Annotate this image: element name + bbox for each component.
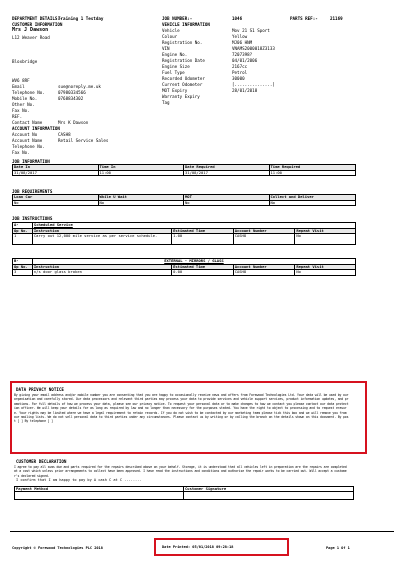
instruction-block-a xyxy=(12,222,356,245)
page-number: Page 1 Of 1 xyxy=(326,546,350,550)
customer-signature-header: Customer Signature xyxy=(185,487,227,491)
instruction-block-b xyxy=(12,258,356,276)
instruction-time: 1.00 xyxy=(172,234,234,244)
vehicle-field-label: VIN xyxy=(162,46,170,51)
instruction-header: Op No. xyxy=(13,229,33,234)
job-req-value: No xyxy=(270,200,276,205)
instruction-op-no: 3 xyxy=(13,270,33,275)
privacy-body: By giving your email address and/or mobile number you are consenting that you are happy to occasionally receive news and offers from Forewood Technologies Ltd. Your data will be used by our organisation and carefully stored. Our data processors and relevant third parties may process your data to provide services and vehicle support services, product information updates, and promotions. For full details of how we process your data, please see our privacy notice. To request your personal data or to make changes to how we contact you please contact our data protection officer. We will keep your details for as long as required by law and no longer than necessary for the purposes stated. You have the right to object to processing and to request erasure. Your rights may be limited where we have a legal requirement to retain records. If you do not wish to be contacted by our marketing team please tick this box and we will remove you from our mailing lists. We do not sell personal data to third parties under any circumstances. Please contact us by writing or by calling the branch on the details shown on this document. By post [ ] By telephone [ ] xyxy=(14,393,349,424)
tel-home-label: Telephone No. xyxy=(12,90,45,95)
contact-label: Contact Name xyxy=(12,120,43,125)
privacy-title: DATA PRIVACY NOTICE xyxy=(16,387,64,392)
copyright-text: Copyright © Forewood Technologies PLC 2018 xyxy=(12,546,103,550)
job-req-header: Loan Car xyxy=(13,195,99,200)
instruction-block-code: B- xyxy=(13,259,33,264)
instruction-block-title: EXTERNAL - MIRRORS / GLASS xyxy=(164,259,224,263)
instruction-text: Carry out 12,000 mile service as per service schedule. xyxy=(33,234,172,244)
footer-divider xyxy=(10,531,394,532)
job-req-header: MOT xyxy=(184,195,270,200)
instruction-time: 0.00 xyxy=(172,270,234,275)
vehicle-field-label: Registration Date xyxy=(162,58,205,63)
vehicle-field-label: MOT Expiry xyxy=(162,88,188,93)
job-req-value: No xyxy=(13,201,99,206)
job-info-header: Date In xyxy=(13,165,99,170)
job-requirements-title: JOB REQUIREMENTS xyxy=(12,189,53,194)
vehicle-field-value: 30000 xyxy=(232,76,245,81)
vehicle-field-value: VNAMS2000018Z3133 xyxy=(232,46,275,51)
vehicle-field-value: MJ06 HNM xyxy=(232,40,253,45)
email-label: Email xyxy=(12,84,25,89)
instruction-row xyxy=(13,270,355,275)
instruction-header: Op No. xyxy=(13,265,33,270)
vehicle-field-label: Engine No. xyxy=(162,52,188,57)
account-tel-label: Telephone No. xyxy=(12,144,45,149)
job-info-value: 11:00 xyxy=(270,170,282,175)
vehicle-field-value: Yellow xyxy=(232,34,248,39)
vehicle-field-value: 7207398? xyxy=(232,52,253,57)
instruction-header: Account Number xyxy=(234,229,296,234)
dept-label: DEPARTMENT DETAILS:- xyxy=(12,16,63,21)
customer-address: L12 Weaver Road xyxy=(12,35,50,40)
instruction-header: Instruction xyxy=(33,229,172,234)
instruction-header: Estimated Time xyxy=(172,265,234,270)
account-name-label: Account Name xyxy=(12,138,43,143)
payment-method-header: Payment Method xyxy=(15,487,184,491)
customer-town: Bloxbridge xyxy=(12,59,38,64)
vehicle-field-value: [...............] xyxy=(232,82,275,87)
declaration-footer: I confirm that I am happy to pay by A cash C at C ........ xyxy=(16,478,142,482)
mobile-label: Mobile No. xyxy=(12,96,38,101)
customer-postcode: WV6 8RF xyxy=(12,78,30,83)
job-instructions-title: JOB INSTRUCTIONS xyxy=(12,216,53,221)
instruction-row xyxy=(13,234,355,244)
instruction-repeat: No xyxy=(296,234,301,239)
vehicle-field-label: Warranty Expiry xyxy=(162,94,200,99)
account-section-title: ACCOUNT INFORMATION xyxy=(12,126,60,131)
tel-home-value: 07980334566 xyxy=(58,90,86,95)
customer-section-title: CUSTOMER INFORMATION xyxy=(12,22,63,27)
job-info-value: 31/08/2017 xyxy=(184,171,270,176)
vehicle-field-label: Registration No. xyxy=(162,40,203,45)
account-name-value: Retail Service Sales xyxy=(58,138,109,143)
instruction-account: CASH8 xyxy=(234,270,296,275)
job-req-header: Collect and Deliver xyxy=(270,195,314,199)
parts-ref-value: 21169 xyxy=(330,16,343,21)
instruction-block-code: A- xyxy=(13,223,33,228)
job-info-header: Time In xyxy=(99,165,185,170)
job-req-header: While U Wait xyxy=(99,195,185,200)
instruction-header: Account Number xyxy=(234,265,296,270)
vehicle-field-label: Recorded Odometer xyxy=(162,76,205,81)
date-printed: Date Printed: 05/01/2018 09:28:18 xyxy=(162,545,234,549)
vehicle-field-value: Mov 21 S1 Sport xyxy=(232,28,270,33)
job-requirements-table xyxy=(12,194,356,206)
instruction-account: CASH8 xyxy=(234,234,296,244)
parts-ref-label: PARTS REF:- xyxy=(290,16,318,21)
job-info-value-row xyxy=(13,171,355,176)
email-value: sue@noreply.me.uk xyxy=(58,84,101,89)
vehicle-field-value: Petrol xyxy=(232,70,248,75)
job-info-value: 11:00 xyxy=(99,171,185,176)
vehicle-field-label: Colour xyxy=(162,34,178,39)
declaration-body: I agree to pay all sums due and parts required for the repairs described above on your behalf. Storage, it is understood that all vehicles left in preparation are the repairs are completed at a cost which unless prior arrangements to collect have been approved. I have read the instructions and conditions and authorise the repair works to be carried out. Will accept a customer's declared signed. xyxy=(14,465,347,478)
fax-label: Fax No. xyxy=(12,108,30,113)
vehicle-field-label: Current Odometer xyxy=(162,82,203,87)
vehicle-field-label: Fuel Type xyxy=(162,70,185,75)
instruction-op-no: 1 xyxy=(13,234,33,244)
account-fax-label: Fax No. xyxy=(12,150,30,155)
customer-signature-field[interactable] xyxy=(184,492,353,500)
other-label: Other No. xyxy=(12,102,35,107)
vehicle-field-label: Engine Size xyxy=(162,64,190,69)
job-req-value: No xyxy=(99,201,185,206)
ref-label: REF. xyxy=(12,114,23,119)
account-no-value: CASH8 xyxy=(58,132,71,137)
signatures-table xyxy=(14,486,354,500)
job-number-label: JOB NUMBER:- xyxy=(162,16,193,21)
signatures-fill-row xyxy=(15,492,353,500)
dept-value: Training 1 Testday xyxy=(58,16,104,21)
vehicle-section-title: VEHICLE INFORMATION xyxy=(162,22,210,27)
payment-method-field[interactable] xyxy=(15,492,184,500)
vehicle-field-value: 04/01/2006 xyxy=(232,58,258,63)
job-number-value: 1046 xyxy=(232,16,243,21)
instruction-repeat: No xyxy=(296,270,301,275)
mobile-value: 0768834302 xyxy=(58,96,84,101)
job-info-table xyxy=(12,164,356,176)
contact-value: Mrs K Dawson xyxy=(58,120,89,125)
job-req-value-row xyxy=(13,201,355,206)
job-info-header: Time Required xyxy=(270,165,301,169)
job-req-value: No xyxy=(184,201,270,206)
customer-name: Mrs J Dawson xyxy=(12,27,49,33)
job-info-header: Date Required xyxy=(184,165,270,170)
instruction-block-title: Scheduled Service xyxy=(33,223,73,227)
account-no-label: Account No xyxy=(12,132,38,137)
instruction-text: n/s door glass broken xyxy=(33,270,172,275)
declaration-title: CUSTOMER DECLARATION xyxy=(16,459,67,464)
instruction-header: Repeat Visit xyxy=(296,264,324,269)
instruction-header: Instruction xyxy=(33,265,172,270)
instruction-header: Estimated Time xyxy=(172,229,234,234)
vehicle-field-label: Tag xyxy=(162,100,170,105)
vehicle-field-label: Vehicle xyxy=(162,28,180,33)
job-info-value: 31/08/2017 xyxy=(13,171,99,176)
vehicle-field-value: 2167cc xyxy=(232,64,248,69)
instruction-header: Repeat Visit xyxy=(296,228,324,233)
vehicle-field-value: 28/01/2018 xyxy=(232,88,258,93)
job-info-title: JOB INFORMATION xyxy=(12,159,50,164)
